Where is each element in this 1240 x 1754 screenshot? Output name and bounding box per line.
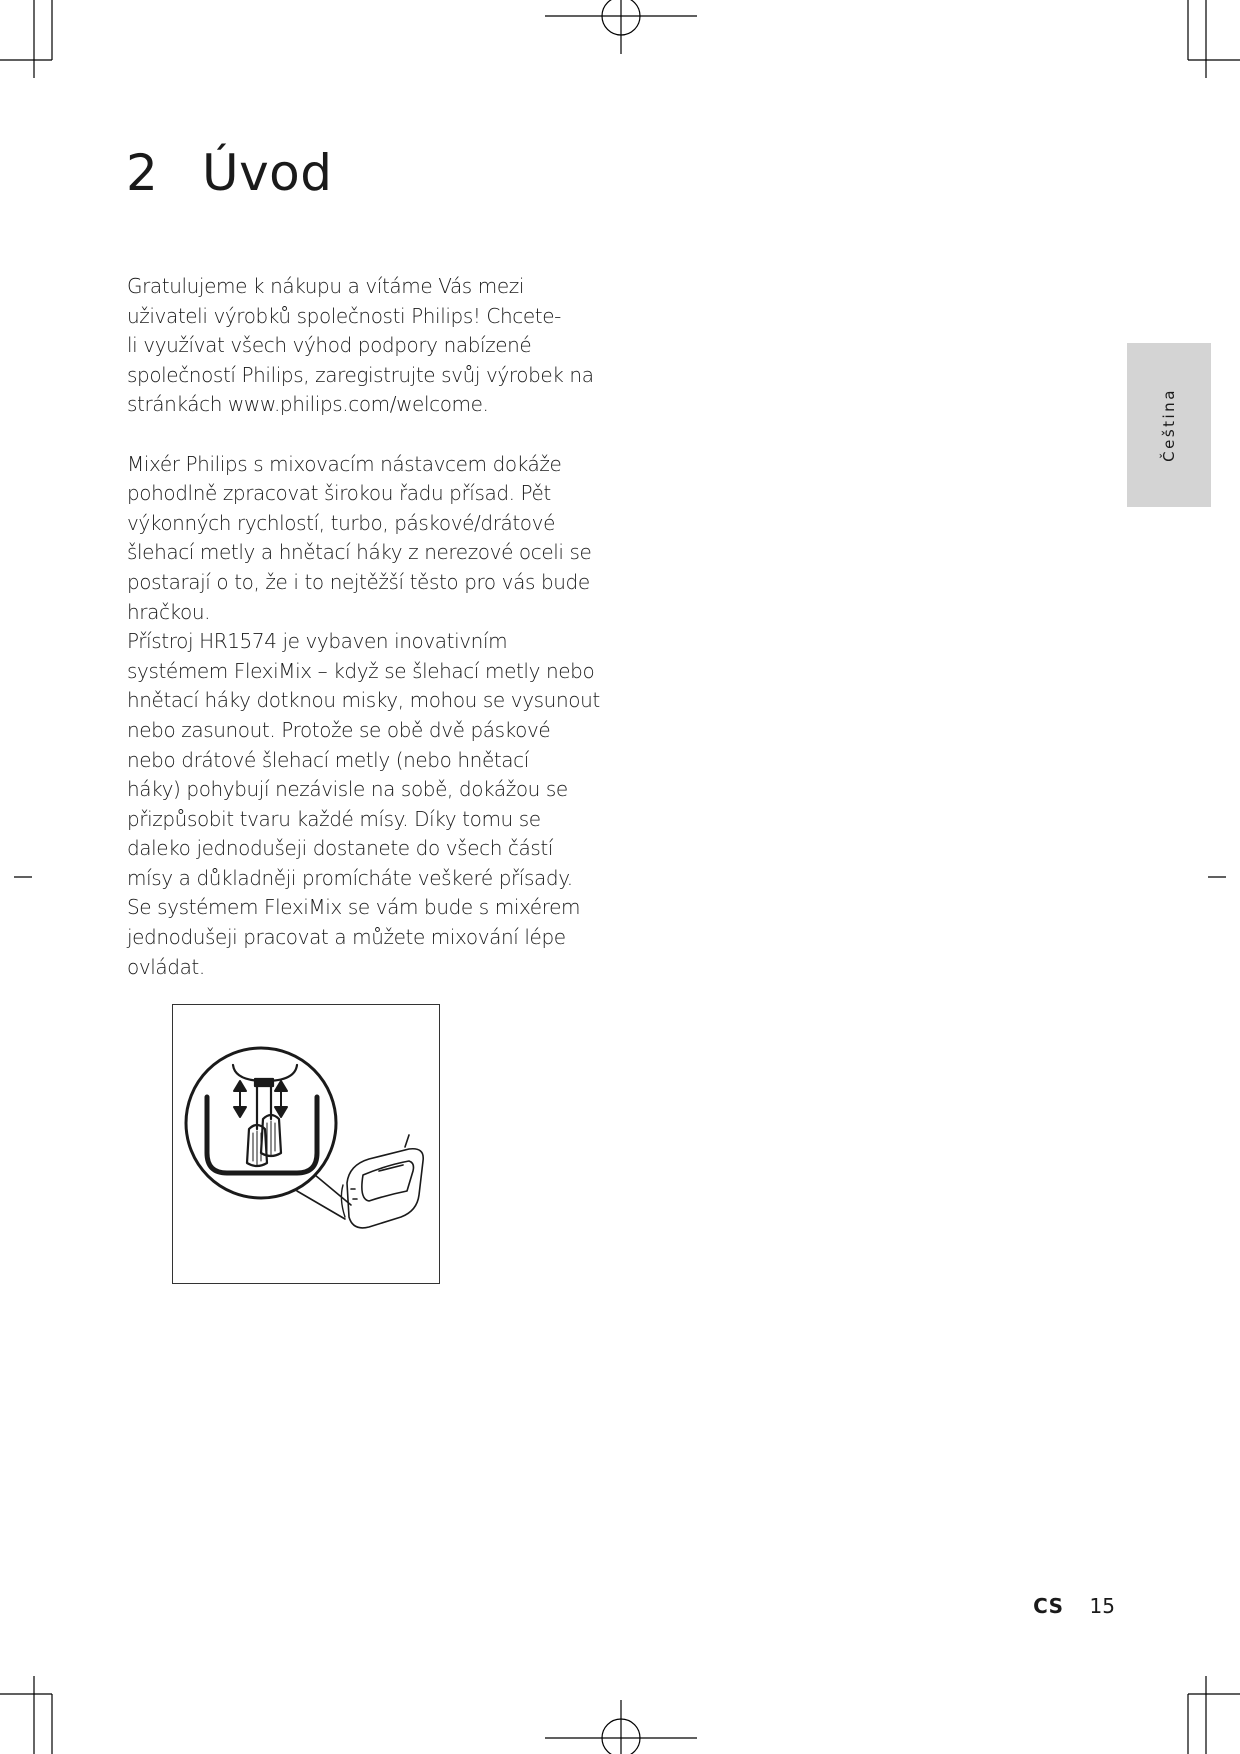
page-footer: [1033, 1594, 1115, 1618]
chapter-title: [126, 144, 333, 202]
chapter-number: 2: [126, 144, 159, 202]
fleximix-drawing: [173, 1005, 439, 1283]
body-text: [127, 272, 607, 982]
language-tab-label: Čeština: [1160, 388, 1178, 462]
chapter-name: Úvod: [202, 144, 333, 202]
page-number: 15: [1089, 1594, 1115, 1618]
footer-language-code: CS: [1033, 1594, 1064, 1618]
paragraph-features: Mixér Philips s mixovacím nástavcem dokáže pohodlně zpracovat širokou řadu přísad. Pět výkonných rychlostí, turbo, páskové/drátové šlehací metly a hnětací háky z nerezové oceli se postarají o to, že i to nejtěžší těsto pro vás bude hračkou.: [127, 451, 592, 624]
beater-icon: [247, 1125, 267, 1166]
paragraph-fleximix: Přístroj HR1574 je vybaven inovativním systémem FlexiMix – když se šlehací metly nebo hnětací háky dotknou misky, mohou se vysunout nebo zasunout. Protože se obě dvě páskové nebo drátové šlehací metly (nebo hnětací háky) pohybují nezávisle na sobě, dokážou se přizpůsobit tvaru každé mísy. Díky tomu se daleko jednodušeji dostanete do všech částí mísy a důkladněji promícháte veškeré přísady. Se systémem FlexiMix se vám bude s mixérem jednodušeji pracovat a můžete mixování lépe ovládat.: [127, 629, 600, 979]
paragraph-gap: [127, 420, 607, 450]
paragraph-welcome: Gratulujeme k nákupu a vítáme Vás mezi uživateli výrobků společnosti Philips! Chcete- li využívat všech výhod podpory nabízené společností Philips, zaregistrujte svůj výrobek na stránkách www.philips.com/welcome.: [127, 274, 594, 417]
fleximix-illustration: [172, 1004, 440, 1284]
language-side-tab: [1127, 343, 1211, 507]
hand-mixer-icon: [341, 1135, 423, 1228]
